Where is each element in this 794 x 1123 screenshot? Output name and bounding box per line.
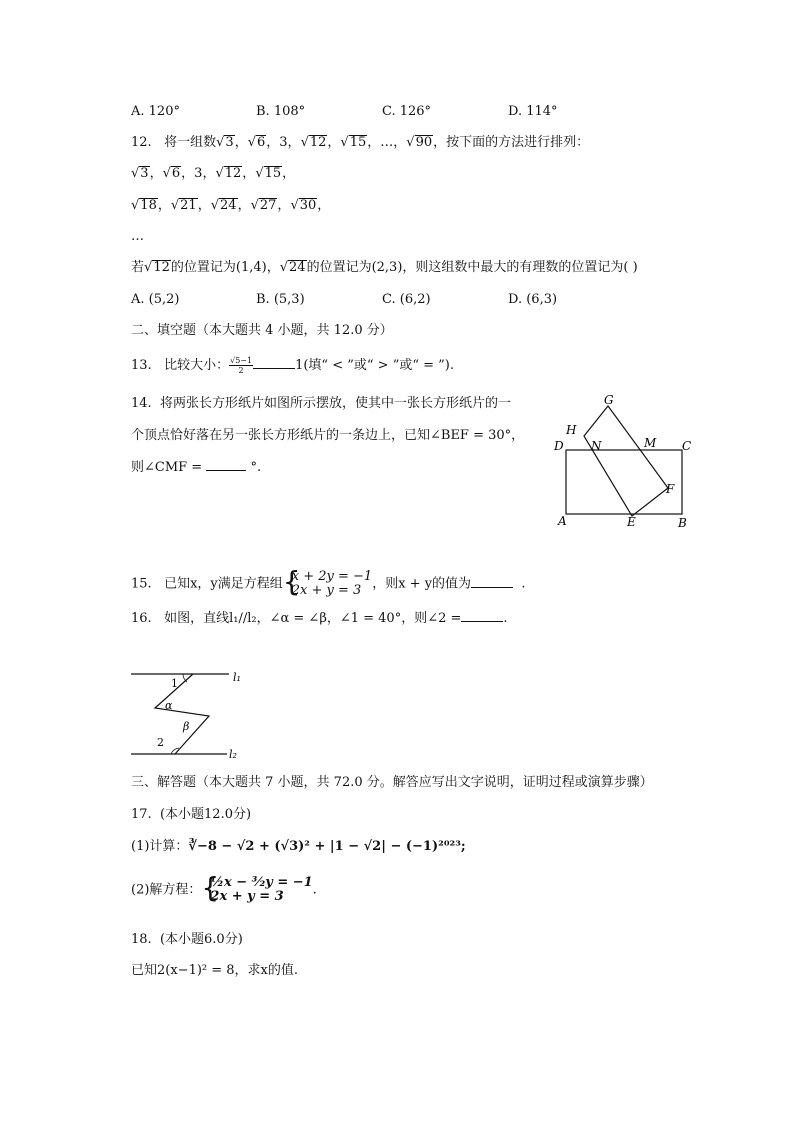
q17-part-1: (1)计算：∛−8 − √2 + (√3)² + |1 − √2| − (−1)²⁰²³; [131, 839, 466, 854]
label-n: N [591, 439, 602, 453]
q16: 16. 如图，直线l₁//l₂，∠α = ∠β，∠1 = 40°，则∠2 = . [131, 611, 508, 626]
label-l1: l₁ [233, 671, 241, 684]
q16-figure [125, 668, 255, 760]
label-g: G [604, 393, 614, 407]
q15-system: { x + 2y = −1 2x + y = 3 [282, 565, 373, 598]
q14-figure [550, 392, 700, 532]
q16-answer-blank[interactable] [461, 609, 503, 622]
q14-line-1: 14. 将两张长方形纸片如图所示摆放，使其中一张长方形纸片的一 [131, 396, 511, 411]
q14-line-3: 则∠CMF = °. [131, 460, 262, 475]
label-2: 2 [157, 736, 164, 749]
label-h: H [566, 423, 577, 437]
q12-number: 12. [131, 135, 152, 150]
label-l2: l₂ [229, 748, 237, 760]
q12-ellipsis: … [131, 229, 144, 244]
q17-system: { ½x − ³⁄₂y = −1 2x + y = 3 [201, 871, 313, 904]
q18-text: 已知2(x−1)² = 8，求x的值. [131, 963, 299, 978]
q15-answer-blank[interactable] [471, 575, 513, 588]
q13: 13. 比较大小： $\frac{√5-1}{2}$ 1(填“ < ”或“ > ”或“ = ”). [131, 356, 454, 375]
label-alpha: α [165, 699, 173, 712]
q12-row-1: √3，√6，3，√12，√15， [131, 166, 296, 181]
q14-answer-blank[interactable] [206, 458, 246, 471]
q14-line-2: 个顶点恰好落在另一张长方形纸片的一条边上，已知∠BEF = 30°， [131, 428, 525, 443]
label-b: B [678, 516, 687, 530]
q12-row-2: √18，√21，√24，√27，√30， [131, 198, 331, 213]
label-d: D [554, 439, 564, 453]
section-2-title: 二、填空题（本大题共 4 小题，共 12.0 分） [131, 323, 393, 338]
label-beta: β [183, 720, 190, 733]
q18-header: 18. (本小题6.0分) [131, 932, 243, 947]
rectangle-abcd [566, 450, 682, 514]
q15: 15. 已知x，y满足方程组 { x + 2y = −1 2x + y = 3 ，则x + y的值为 . [131, 565, 526, 598]
q11-option-c: C. 126° [382, 104, 432, 119]
q12-option-b: B. (5,3) [256, 292, 305, 307]
q12-question: 若√12的位置记为(1,4)，√24的位置记为(2,3)，则这组数中最大的有理数的位置记为( ) [131, 260, 638, 275]
q11-option-b: B. 108° [256, 104, 306, 119]
label-a: A [558, 514, 567, 528]
q17-part-2: (2)解方程： { ½x − ³⁄₂y = −1 2x + y = 3 . [131, 871, 317, 904]
q12-option-d: D. (6,3) [508, 292, 558, 307]
q11-option-d: D. 114° [508, 104, 558, 119]
label-c: C [682, 439, 692, 453]
label-e: E [627, 515, 636, 529]
q11-option-a: A. 120° [131, 104, 180, 119]
label-f: F [666, 482, 675, 496]
q13-fraction: $\frac{√5-1}{2}$ [230, 356, 253, 375]
section-3-title: 三、解答题（本大题共 7 小题，共 72.0 分。解答应写出文字说明，证明过程或演算步骤） [131, 775, 653, 790]
q12-stem: 12. 将一组数√3，√6，3，√12，√15，…，√90，按下面的方法进行排列： [131, 135, 590, 150]
rectangle-tilted [584, 406, 668, 516]
q12-option-a: A. (5,2) [131, 292, 180, 307]
label-1: 1 [171, 677, 178, 690]
q13-answer-blank[interactable] [253, 356, 295, 369]
q17-header: 17. (本小题12.0分) [131, 807, 252, 822]
label-m: M [644, 436, 657, 450]
q12-option-c: C. (6,2) [382, 292, 431, 307]
